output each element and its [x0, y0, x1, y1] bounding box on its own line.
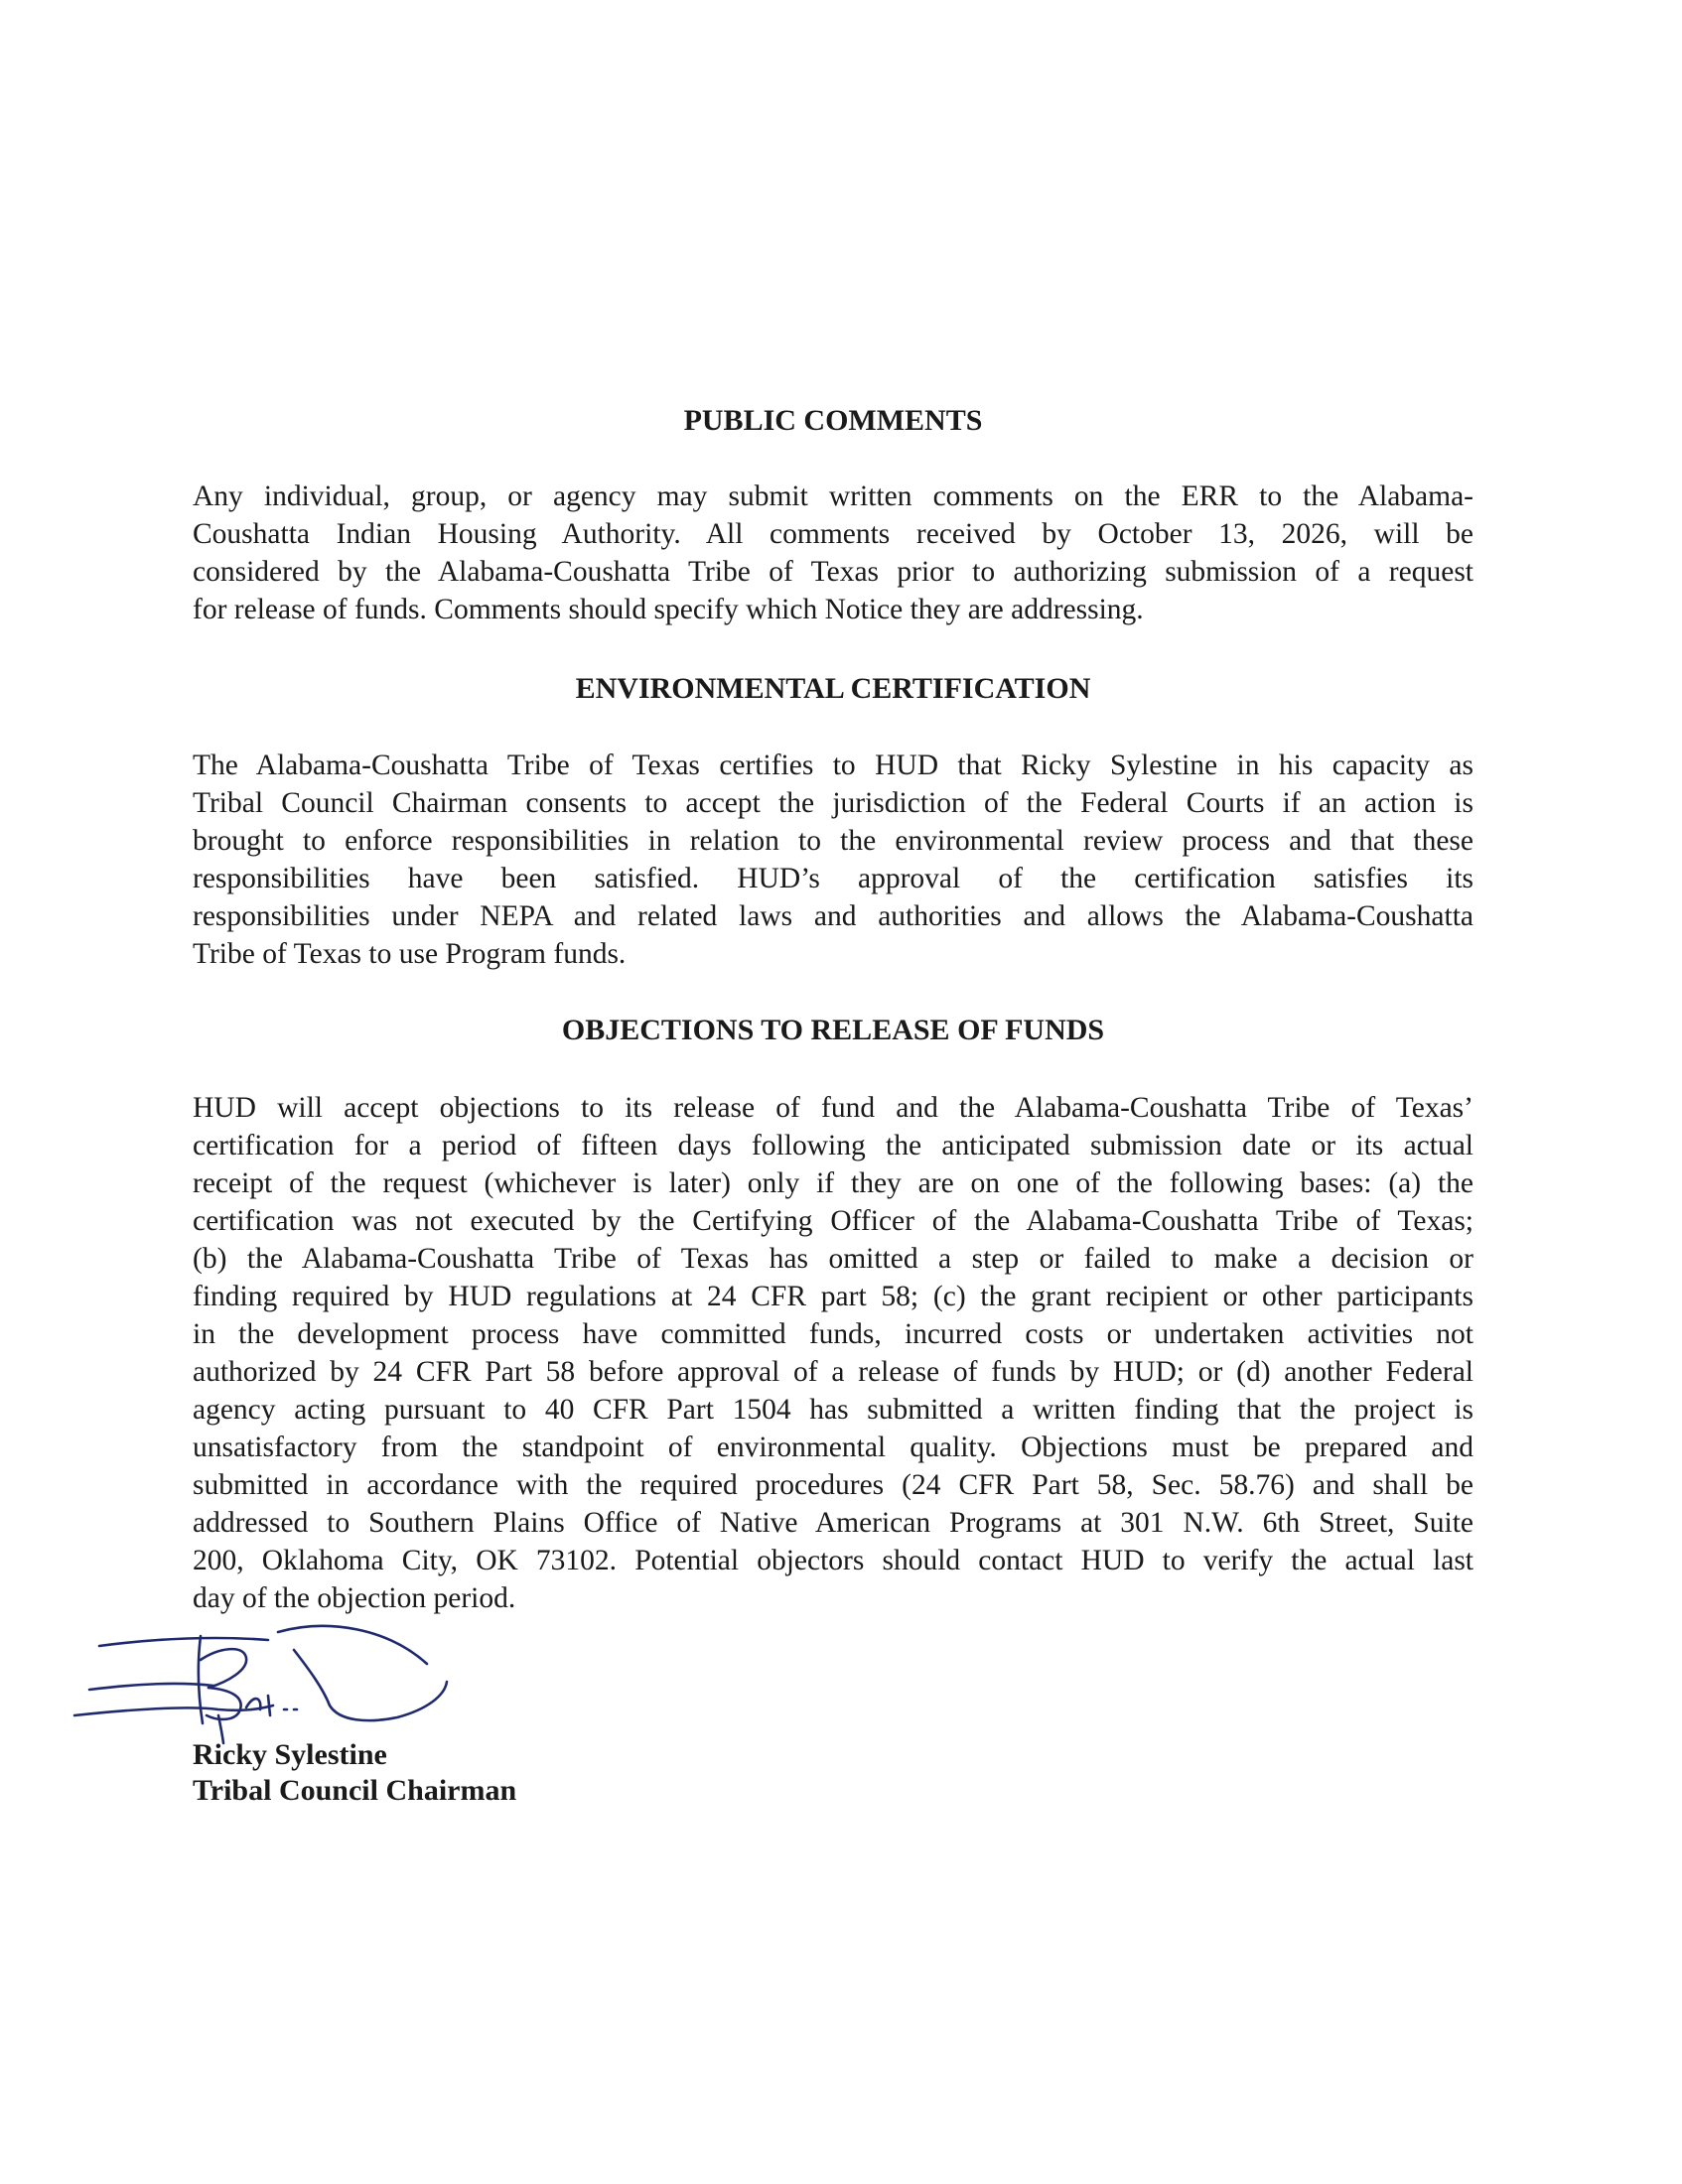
paragraph-line: day of the objection period. [193, 1582, 516, 1614]
objections-heading: OBJECTIONS TO RELEASE OF FUNDS [561, 1014, 1105, 1046]
objections-paragraph [193, 1089, 1473, 1617]
paragraph-line: addressed to Southern Plains Office of Native American Programs at 301 N.W. 6th Street, Suite [193, 1507, 1473, 1539]
paragraph-line: unsatisfactory from the standpoint of environmental quality. Objections must be prepared and [193, 1432, 1473, 1463]
paragraph-line: responsibilities have been satisfied. HUD’s approval of the certification satisfies its [193, 863, 1473, 894]
paragraph-line: brought to enforce responsibilities in relation to the environmental review process and that these [193, 825, 1473, 857]
signature-block [193, 1737, 516, 1809]
paragraph-line: in the development process have committed funds, incurred costs or undertaken activities not [193, 1318, 1473, 1350]
paragraph-line: agency acting pursuant to 40 CFR Part 1504 has submitted a written finding that the project is [193, 1394, 1473, 1426]
environmental-certification-heading: ENVIRONMENTAL CERTIFICATION [575, 672, 1091, 705]
paragraph-line: responsibilities under NEPA and related laws and authorities and allows the Alabama-Coushatta [193, 900, 1473, 932]
environmental-certification-paragraph [193, 747, 1473, 973]
paragraph-line: certification was not executed by the Certifying Officer of the Alabama-Coushatta Tribe of Texas; [193, 1205, 1473, 1237]
paragraph-line: Tribal Council Chairman consents to accept the jurisdiction of the Federal Courts if an action is [193, 787, 1473, 819]
paragraph-line: considered by the Alabama-Coushatta Tribe of Texas prior to authorizing submission of a request [193, 556, 1473, 588]
paragraph-line: HUD will accept objections to its release of fund and the Alabama-Coushatta Tribe of Texas’ [193, 1092, 1473, 1124]
handwritten-signature [70, 1598, 487, 1747]
paragraph-line: Any individual, group, or agency may submit written comments on the ERR to the Alabama- [193, 480, 1473, 512]
paragraph-line: submitted in accordance with the required procedures (24 CFR Part 58, Sec. 58.76) and shall be [193, 1469, 1473, 1501]
paragraph-line: 200, Oklahoma City, OK 73102. Potential objectors should contact HUD to verify the actual last [193, 1545, 1473, 1576]
public-comments-paragraph [193, 478, 1473, 628]
paragraph-line: finding required by HUD regulations at 24 CFR part 58; (c) the grant recipient or other participants [193, 1281, 1473, 1312]
paragraph-line: for release of funds. Comments should specify which Notice they are addressing. [193, 594, 1144, 625]
public-comments-heading: PUBLIC COMMENTS [683, 404, 983, 437]
paragraph-line: Tribe of Texas to use Program funds. [193, 938, 627, 970]
signer-title: Tribal Council Chairman [193, 1774, 517, 1807]
paragraph-line: (b) the Alabama-Coushatta Tribe of Texas has omitted a step or failed to make a decision or [193, 1243, 1473, 1275]
paragraph-line: certification for a period of fifteen days following the anticipated submission date or its actual [193, 1130, 1473, 1161]
signer-name: Ricky Sylestine [193, 1738, 387, 1771]
paragraph-line: The Alabama-Coushatta Tribe of Texas certifies to HUD that Ricky Sylestine in his capacity as [193, 750, 1473, 781]
paragraph-line: Coushatta Indian Housing Authority. All comments received by October 13, 2026, will be [193, 518, 1473, 550]
paragraph-line: receipt of the request (whichever is later) only if they are on one of the following bases: (a) the [193, 1167, 1473, 1199]
paragraph-line: authorized by 24 CFR Part 58 before approval of a release of funds by HUD; or (d) another Federal [193, 1356, 1473, 1388]
